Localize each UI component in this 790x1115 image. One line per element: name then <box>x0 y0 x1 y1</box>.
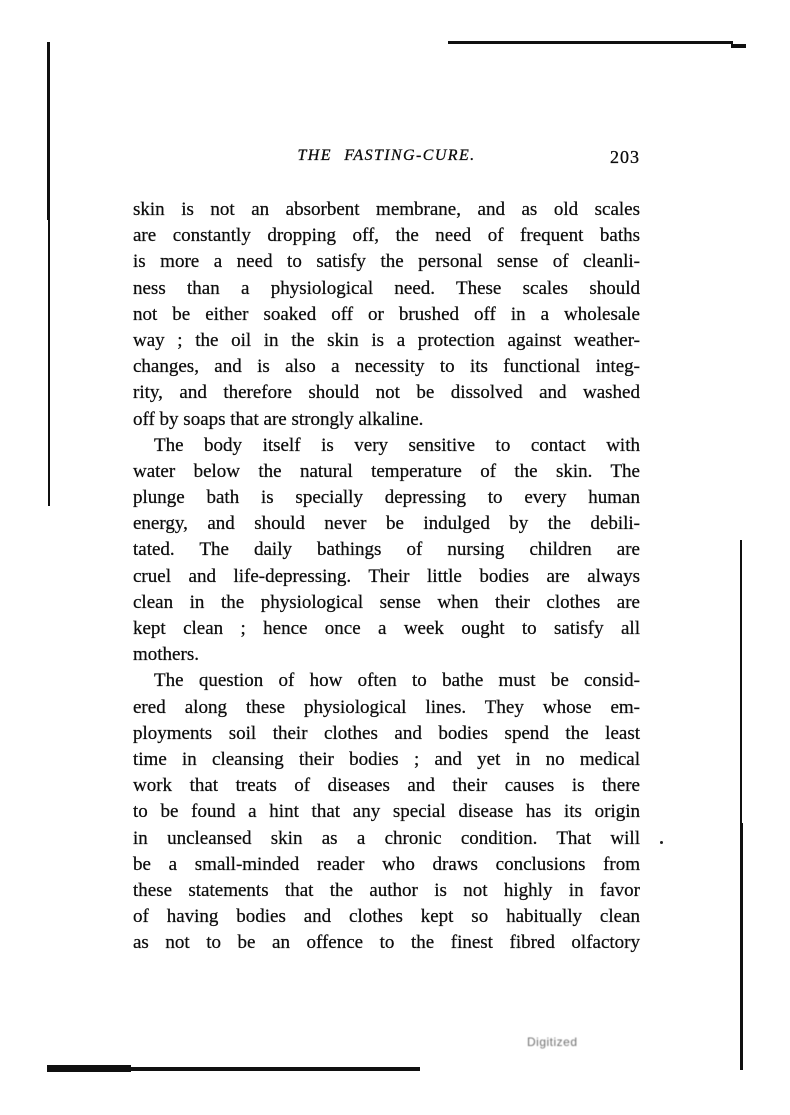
left-margin-rule-thin <box>48 220 50 506</box>
bottom-edge-rule-thick <box>47 1065 131 1072</box>
text-line: ered along these physiological lines. They whose em- <box>133 696 640 718</box>
running-header-title: THE FASTING-CURE. <box>297 147 476 164</box>
right-margin-rule-thin <box>740 540 742 823</box>
left-margin-rule-thick <box>47 42 50 220</box>
text-line: energy, and should never be indulged by the debili- <box>133 513 640 535</box>
text-line: these statements that the author is not highly in favor <box>133 879 640 901</box>
text-line: mothers. <box>133 644 199 666</box>
right-margin-rule-thick <box>740 823 743 1070</box>
text-line: tated. The daily bathings of nursing children are <box>133 539 640 561</box>
text-line: water below the natural temperature of the skin. The <box>133 460 640 482</box>
text-line: changes, and is also a necessity to its functional integ- <box>133 356 640 378</box>
text-line: are constantly dropping off, the need of frequent baths <box>133 225 640 247</box>
text-line: kept clean ; hence once a week ought to satisfy all <box>133 618 640 639</box>
text-line: off by soaps that are strongly alkaline. <box>133 408 424 430</box>
running-header <box>133 147 640 171</box>
top-edge-rule-dash <box>731 44 746 48</box>
text-line: way ; the oil in the skin is a protection against weather- <box>133 329 640 351</box>
digitized-watermark: Digitized <box>527 1035 578 1049</box>
text-line: The body itself is very sensitive to contact with <box>154 434 640 456</box>
bottom-edge-rule <box>131 1067 420 1071</box>
scan-speck <box>660 841 663 844</box>
text-line: skin is not an absorbent membrane, and as old scales <box>133 199 640 220</box>
text-line: ployments soil their clothes and bodies spend the least <box>133 722 640 744</box>
text-line: is more a need to satisfy the personal sense of cleanli- <box>133 251 640 273</box>
text-line: clean in the physiological sense when their clothes are <box>133 591 640 613</box>
text-line: ness than a physiological need. These scales should <box>133 277 640 299</box>
text-line: plunge bath is specially depressing to every human <box>133 487 640 509</box>
text-line: not be either soaked off or brushed off in a wholesale <box>133 303 640 325</box>
text-line: The question of how often to bathe must be consid- <box>154 670 640 692</box>
text-line: be a small-minded reader who draws conclusions from <box>133 853 640 875</box>
text-line: work that treats of diseases and their causes is there <box>133 775 640 797</box>
text-line: to be found a hint that any special disease has its origin <box>133 801 640 823</box>
text-line: time in cleansing their bodies ; and yet in no medical <box>133 748 640 770</box>
top-edge-rule <box>448 41 733 44</box>
page-number: 203 <box>610 147 640 167</box>
body-text <box>133 197 640 956</box>
text-line: as not to be an offence to the finest fibred olfactory <box>133 932 640 954</box>
text-line: in uncleansed skin as a chronic condition. That will <box>133 827 640 849</box>
text-line: rity, and therefore should not be dissolved and washed <box>133 382 640 404</box>
text-line: cruel and life-depressing. Their little bodies are always <box>133 565 640 587</box>
text-line: of having bodies and clothes kept so habitually clean <box>133 906 640 928</box>
